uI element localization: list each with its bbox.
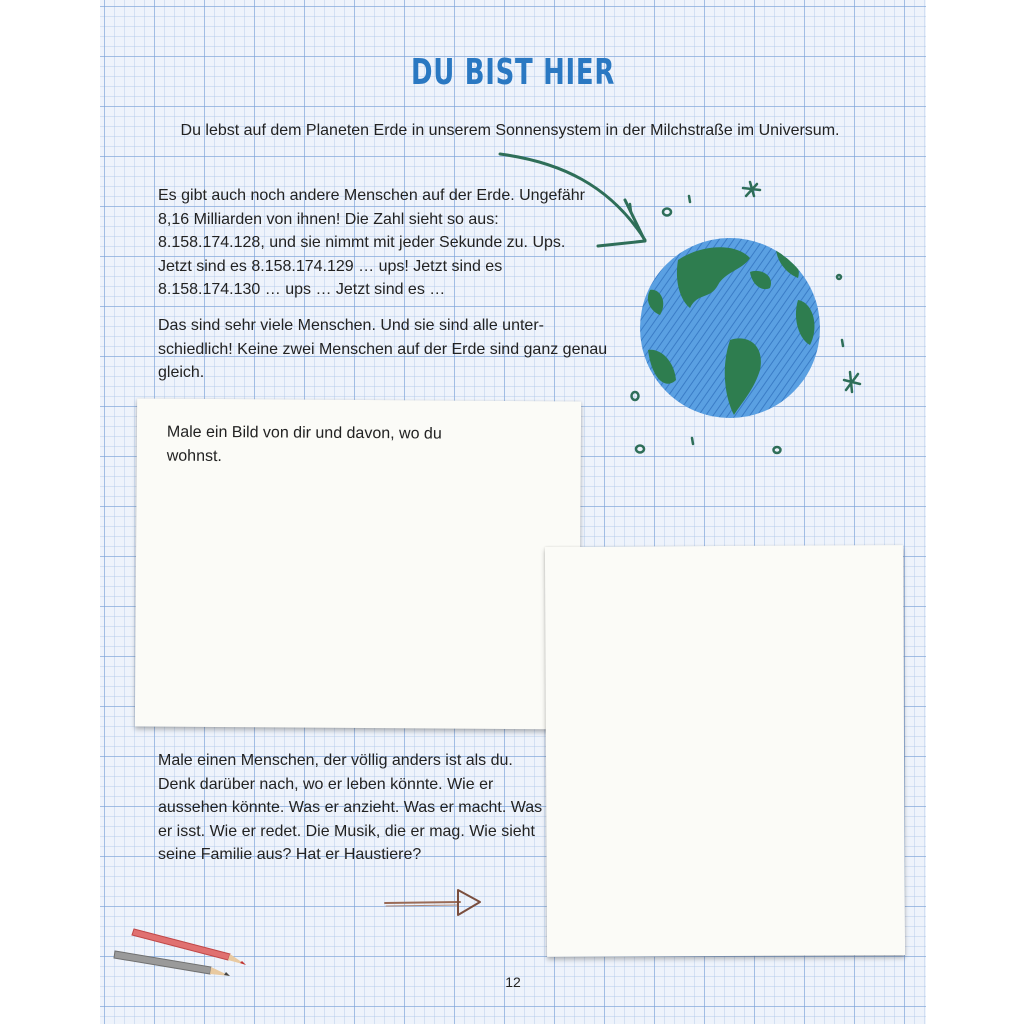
pencils-icon — [100, 0, 926, 1024]
paragraph-population: Es gibt auch noch andere Menschen auf der Erde. Ungefähr 8,16 Milliarden von ihnen! Die Zahl sieht so aus: 8.158.174.128, und sie nimmt mit jeder Sekunde zu. Ups. Jetzt sind es 8.158.174.129 … ups! Jetzt sind es 8.158.174.130 … ups … Jetzt sind es … — [158, 187, 585, 298]
workbook-page — [100, 0, 926, 1024]
paragraph-other-person: Male einen Menschen, der völlig anders ist als du. Denk darüber nach, wo er leben könnte. Wie er aussehen könnte. Was er anzieht. Was er macht. Was er isst. Wie er redet. Die Musik, die er mag. Wie sieht seine Familie aus? Hat er Haustiere? — [158, 752, 543, 863]
drawing-card-self-label: Male ein Bild von dir und davon, wo du wohnst. — [166, 423, 442, 466]
intro-text: Du lebst auf dem Planeten Erde in unserem Sonnensystem in der Milchstraße im Universum. — [180, 122, 840, 139]
paragraph-differences: Das sind sehr viele Menschen. Und sie sind alle unter-schiedlich! Keine zwei Menschen auf der Erde sind ganz genau gleich. — [158, 317, 608, 381]
page-title: DU BIST HIER — [410, 52, 616, 93]
page-number: 12 — [505, 974, 521, 990]
